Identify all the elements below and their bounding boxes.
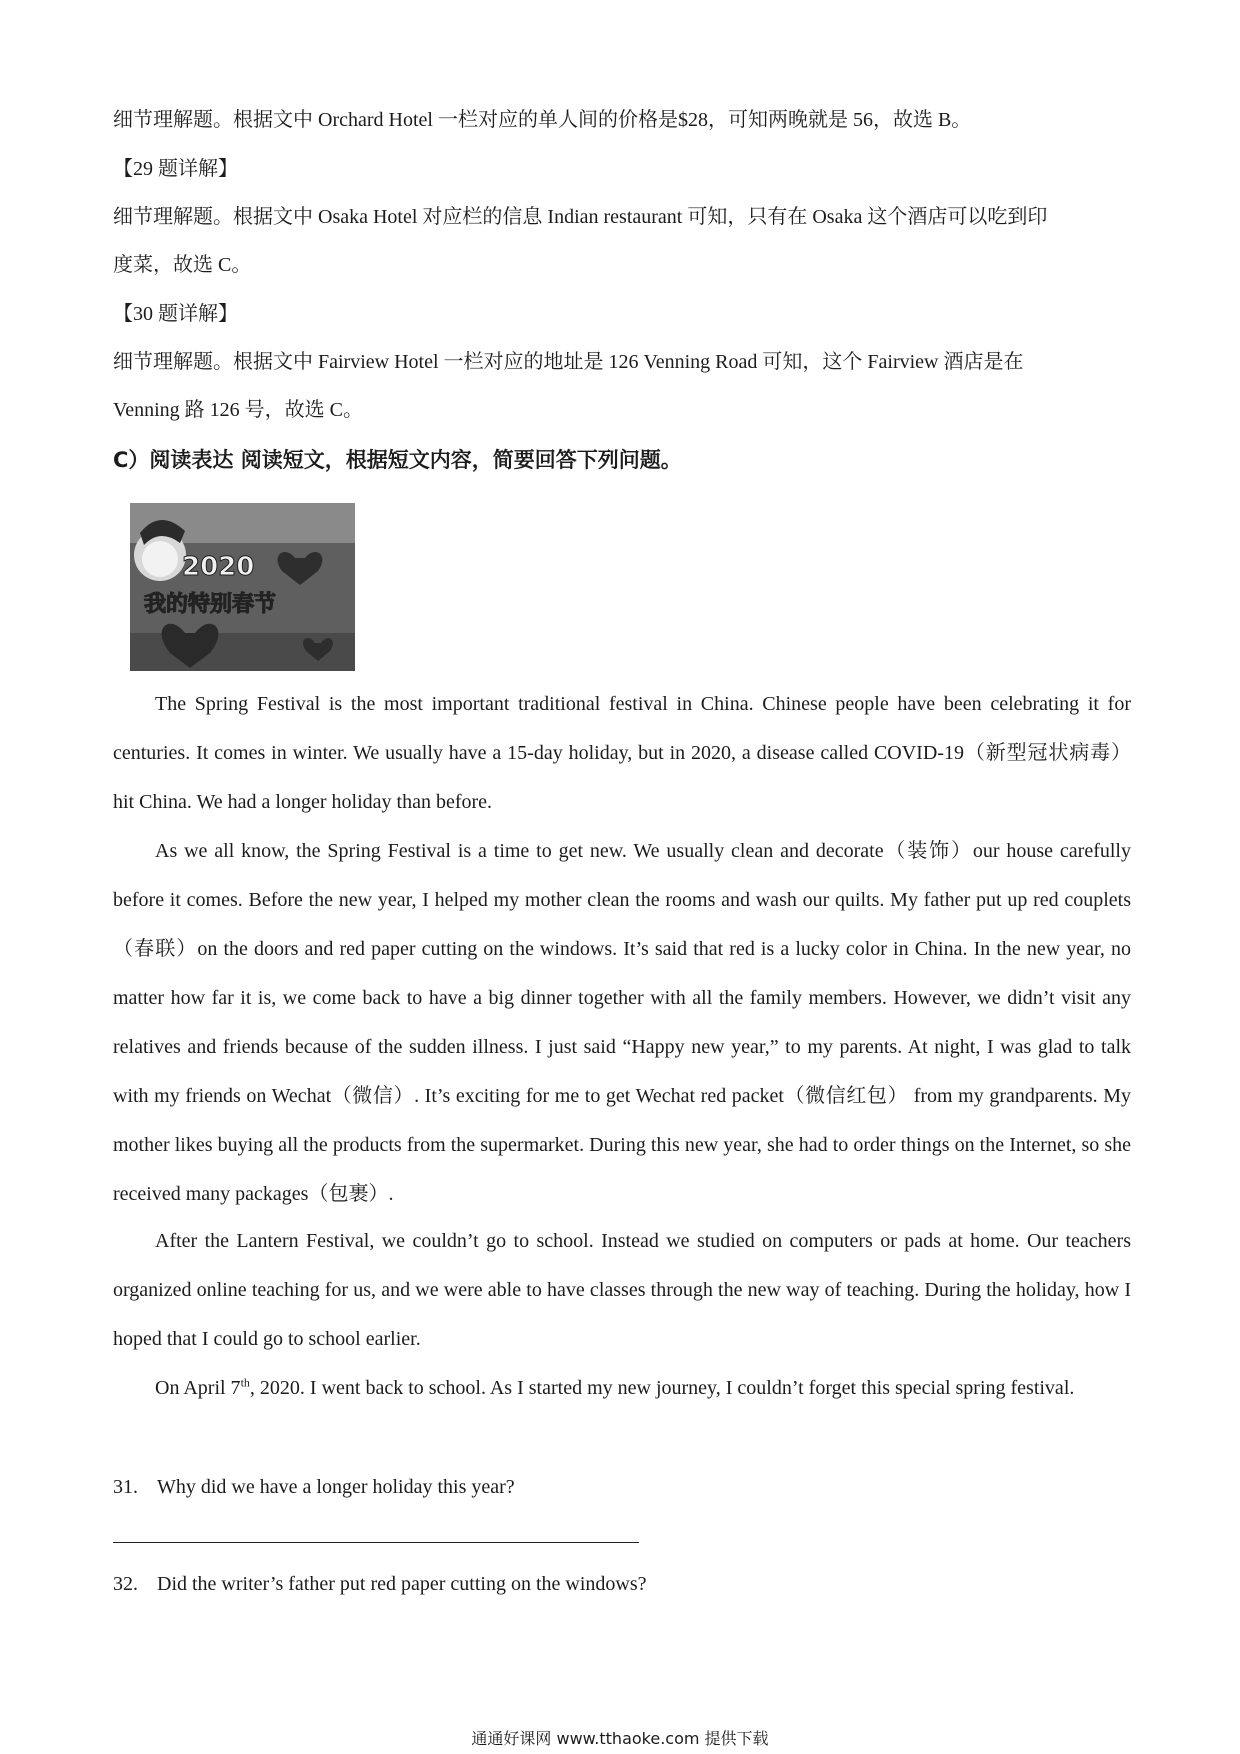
spring-festival-image — [130, 503, 355, 671]
paragraph-4-text-end: , 2020. I went back to school. As I started my new journey, I couldn’t forget this special spring festival. — [249, 1377, 1075, 1399]
question-number: 31. — [113, 1476, 138, 1498]
passage-paragraph-3 — [113, 1217, 1131, 1364]
ordinal-superscript: th — [240, 1375, 250, 1390]
question-text: Why did we have a longer holiday this year? — [157, 1476, 515, 1498]
q30-explanation-line1: 细节理解题。根据文中 Fairview Hotel 一栏对应的地址是 126 Venning Road 可知，这个 Fairview 酒店是在 — [113, 351, 1024, 373]
paragraph-1-text: The Spring Festival is the most important traditional festival in China. Chinese people have been celebrating it for centuries. It comes in winter. We usually have a 15-day holiday, but in 2020, a disease called COVID-19（新型冠状病毒） hit China. We had a longer holiday than before. — [113, 693, 1131, 813]
question-text: Did the writer’s father put red paper cutting on the windows? — [157, 1573, 647, 1595]
q28-explanation: 细节理解题。根据文中 Orchard Hotel 一栏对应的单人间的价格是$28，可知两晚就是 56，故选 B。 — [113, 109, 972, 131]
footer-source: 通通好课网 www.tthaoke.com 提供下载 — [471, 1729, 769, 1748]
image-caption-year: 2020 — [182, 552, 255, 582]
q29-heading: 【29 题详解】 — [113, 158, 238, 180]
passage-paragraph-2 — [113, 827, 1131, 1219]
q29-explanation-line1: 细节理解题。根据文中 Osaka Hotel 对应栏的信息 Indian restaurant 可知，只有在 Osaka 这个酒店可以吃到印 — [113, 206, 1048, 228]
q30-explanation-line2: Venning 路 126 号，故选 C。 — [113, 399, 363, 421]
paragraph-3-text: After the Lantern Festival, we couldn’t go to school. Instead we studied on computers or pads at home. Our teachers organized online teaching for us, and we were able to have classes through the new way of teaching. During the holiday, how I hoped that I could go to school earlier. — [113, 1230, 1131, 1350]
passage-paragraph-1 — [113, 680, 1131, 827]
image-caption-text: 我的特别春节 — [144, 592, 277, 617]
question-31 — [113, 1473, 515, 1501]
answer-line-31 — [113, 1542, 639, 1543]
section-title: C）阅读表达 阅读短文，根据短文内容，简要回答下列问题。 — [113, 448, 682, 472]
spring-festival-illustration — [130, 503, 355, 671]
paragraph-4-text-start: On April 7 — [155, 1377, 241, 1399]
paragraph-2-text: As we all know, the Spring Festival is a time to get new. We usually clean and decorate（装饰）our house carefully before it comes. Before the new year, I helped my mother clean the rooms and wash our quilts. My father put up red couplets（春联）on the doors and red paper cutting on the windows. It’s said that red is a lucky color in China. In the new year, no matter how far it is, we come back to have a big dinner together with all the family members. However, we didn’t visit any relatives and friends because of the sudden illness. I just said “Happy new year,” to my parents. At night, I was glad to talk with my friends on Wechat（微信）. It’s exciting for me to get Wechat red packet（微信红包） from my grandparents. My mother likes buying all the products from the supermarket. During this new year, she had to order things on the Internet, so she received many packages（包裹）. — [113, 840, 1131, 1205]
passage-paragraph-4 — [113, 1364, 1131, 1413]
q29-explanation-line2: 度菜，故选 C。 — [113, 254, 252, 276]
q30-heading: 【30 题详解】 — [113, 303, 238, 325]
question-number: 32. — [113, 1573, 138, 1595]
question-32 — [113, 1570, 647, 1598]
